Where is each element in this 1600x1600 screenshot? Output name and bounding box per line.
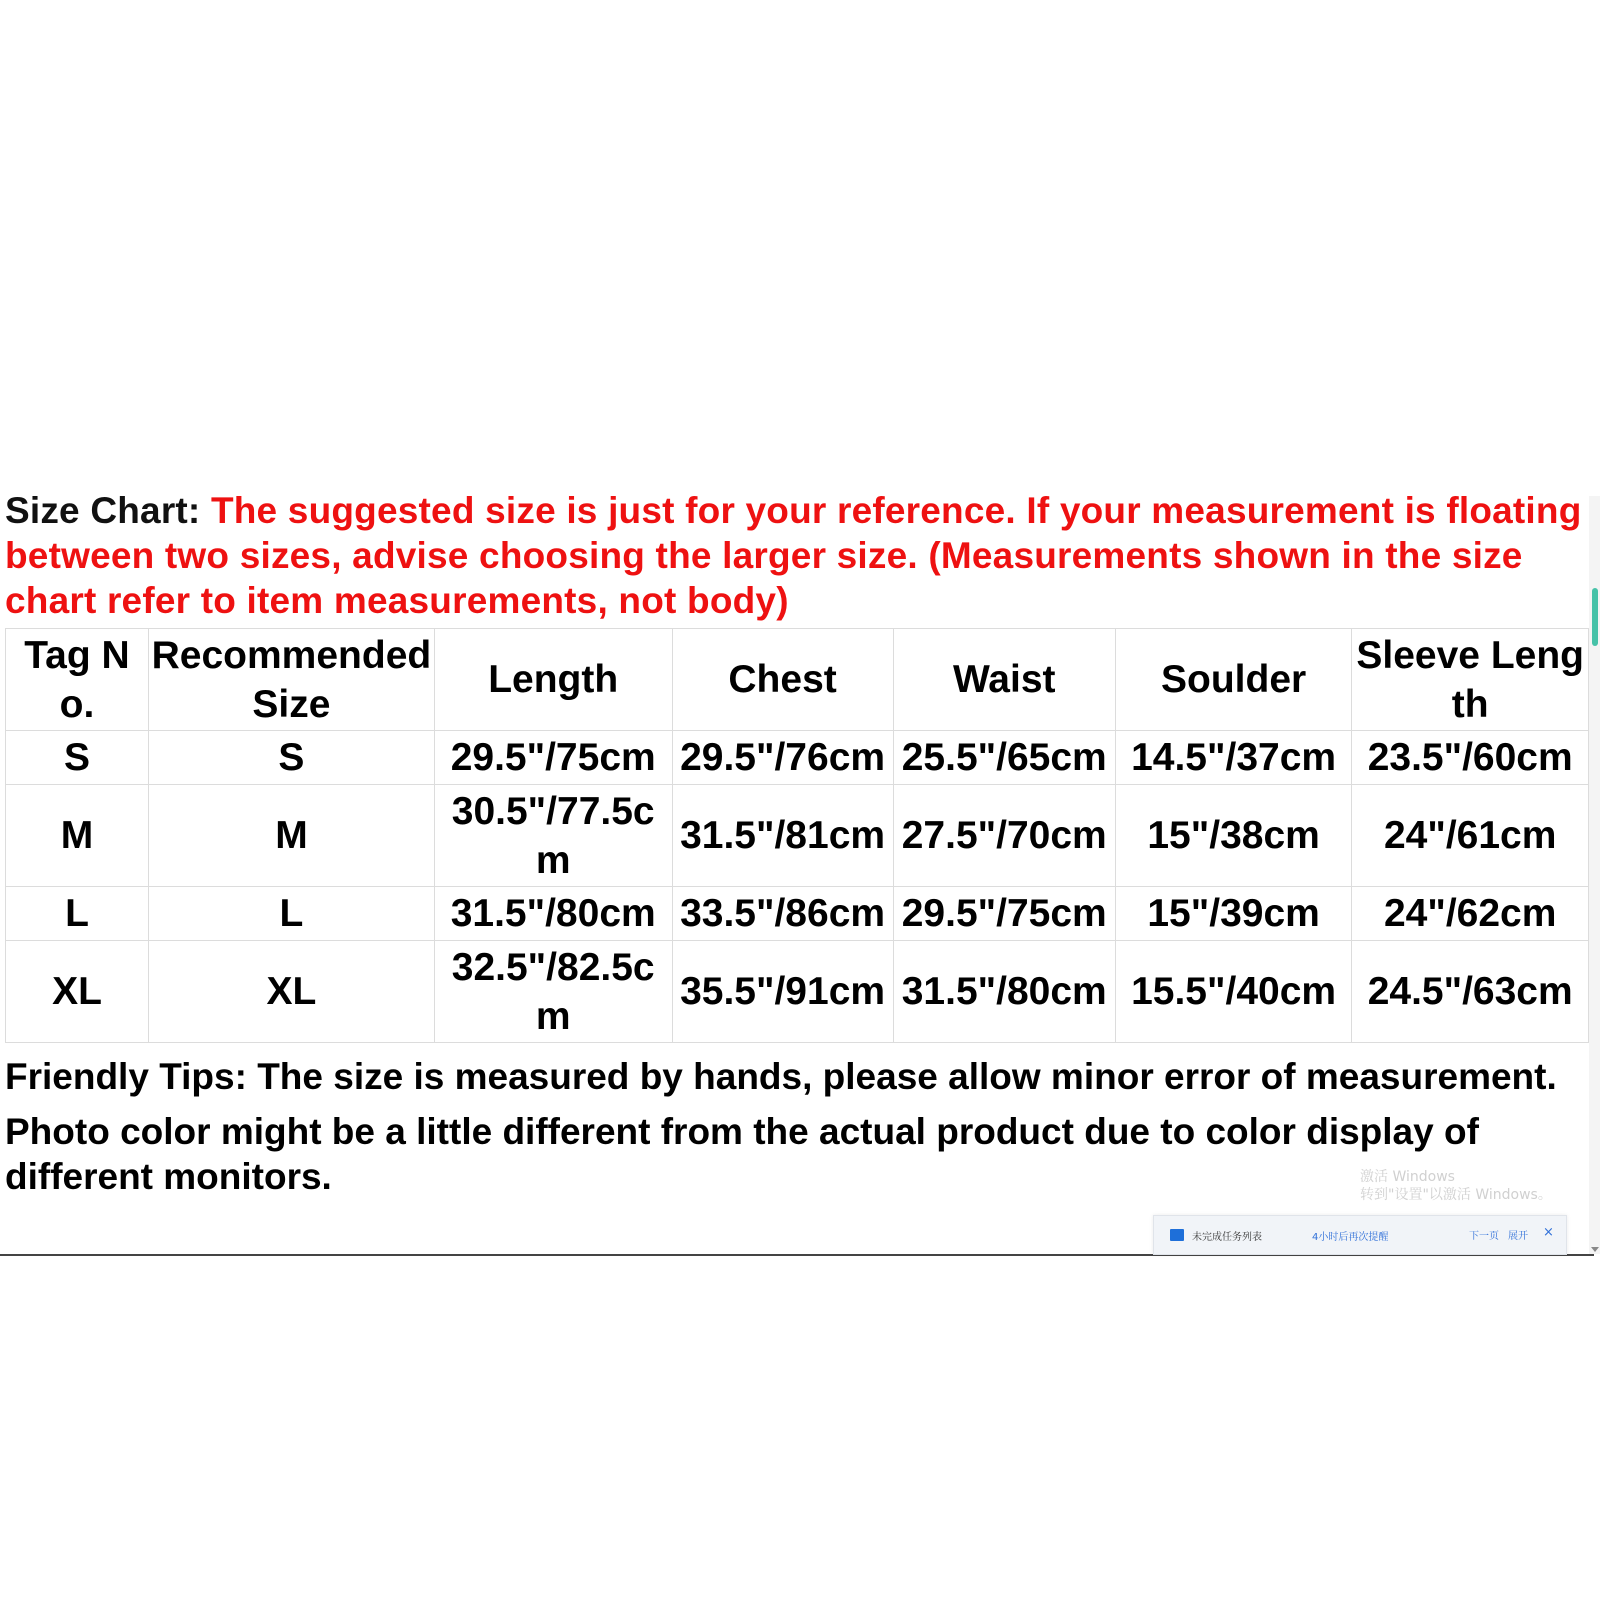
table-cell: 15"/38cm xyxy=(1115,785,1352,887)
table-cell: 31.5"/80cm xyxy=(893,941,1115,1043)
size-chart-notice: The suggested size is just for your reference. If your measurement is floating between two sizes, advise choosing the larger size. (Measurements shown in the size chart refer to item measurements, not body) xyxy=(5,496,1582,621)
document-view xyxy=(0,496,1594,1256)
table-cell: 29.5"/76cm xyxy=(672,731,893,785)
scroll-down-arrow-icon[interactable] xyxy=(1591,1247,1599,1252)
watermark-line-2: 转到"设置"以激活 Windows。 xyxy=(1360,1187,1552,1203)
column-header-length: Length xyxy=(434,629,672,731)
column-header-soulder: Soulder xyxy=(1115,629,1352,731)
table-cell: 27.5"/70cm xyxy=(893,785,1115,887)
size-chart-intro xyxy=(5,496,1590,623)
column-header-sleeve-length: Sleeve Length xyxy=(1352,629,1589,731)
tips-measurement-note: Friendly Tips: The size is measured by hands, please allow minor error of measurement. xyxy=(5,1056,1557,1097)
close-icon[interactable]: × xyxy=(1543,1225,1554,1240)
task-list-icon xyxy=(1170,1229,1184,1241)
table-cell: M xyxy=(6,785,149,887)
table-cell: 31.5"/80cm xyxy=(434,887,672,941)
table-cell: S xyxy=(148,731,434,785)
expand-link[interactable]: 展开 xyxy=(1508,1231,1528,1242)
column-header-chest: Chest xyxy=(672,629,893,731)
table-cell: 32.5"/82.5cm xyxy=(434,941,672,1043)
table-cell: 31.5"/81cm xyxy=(672,785,893,887)
table-cell: 14.5"/37cm xyxy=(1115,731,1352,785)
table-cell: 29.5"/75cm xyxy=(434,731,672,785)
column-header-tag-no: Tag No. xyxy=(6,629,149,731)
table-cell: 23.5"/60cm xyxy=(1352,731,1589,785)
table-cell: 35.5"/91cm xyxy=(672,941,893,1043)
table-cell: 25.5"/65cm xyxy=(893,731,1115,785)
table-cell: 15.5"/40cm xyxy=(1115,941,1352,1043)
remind-later-link[interactable]: 4小时后再次提醒 xyxy=(1312,1232,1389,1243)
table-cell: L xyxy=(6,887,149,941)
tips-color-note: Photo color might be a little different from the actual product due to color display of different monitors. xyxy=(5,1111,1479,1197)
task-notification[interactable] xyxy=(1153,1215,1567,1255)
table-cell: S xyxy=(6,731,149,785)
table-cell: M xyxy=(148,785,434,887)
column-header-recommended-size: Recommended Size xyxy=(148,629,434,731)
table-cell: 24"/62cm xyxy=(1352,887,1589,941)
table-cell: 15"/39cm xyxy=(1115,887,1352,941)
next-page-link[interactable]: 下一页 xyxy=(1469,1231,1499,1242)
size-chart-label: Size Chart: xyxy=(5,496,211,531)
table-cell: 29.5"/75cm xyxy=(893,887,1115,941)
table-row xyxy=(6,785,1589,887)
table-cell: 33.5"/86cm xyxy=(672,887,893,941)
scrollbar-thumb[interactable] xyxy=(1592,588,1598,646)
table-header-row xyxy=(6,629,1589,731)
table-cell: 30.5"/77.5cm xyxy=(434,785,672,887)
friendly-tips xyxy=(5,1054,1565,1209)
table-cell: 24"/61cm xyxy=(1352,785,1589,887)
table-cell: 24.5"/63cm xyxy=(1352,941,1589,1043)
table-cell: XL xyxy=(6,941,149,1043)
column-header-waist: Waist xyxy=(893,629,1115,731)
table-row xyxy=(6,731,1589,785)
table-cell: XL xyxy=(148,941,434,1043)
task-list-label[interactable]: 未完成任务列表 xyxy=(1192,1232,1262,1243)
watermark-line-1: 激活 Windows xyxy=(1360,1169,1455,1185)
activation-watermark xyxy=(1360,1168,1552,1204)
size-table xyxy=(5,628,1589,1043)
vertical-scrollbar[interactable] xyxy=(1589,496,1600,1254)
table-cell: L xyxy=(148,887,434,941)
table-row xyxy=(6,887,1589,941)
table-row xyxy=(6,941,1589,1043)
